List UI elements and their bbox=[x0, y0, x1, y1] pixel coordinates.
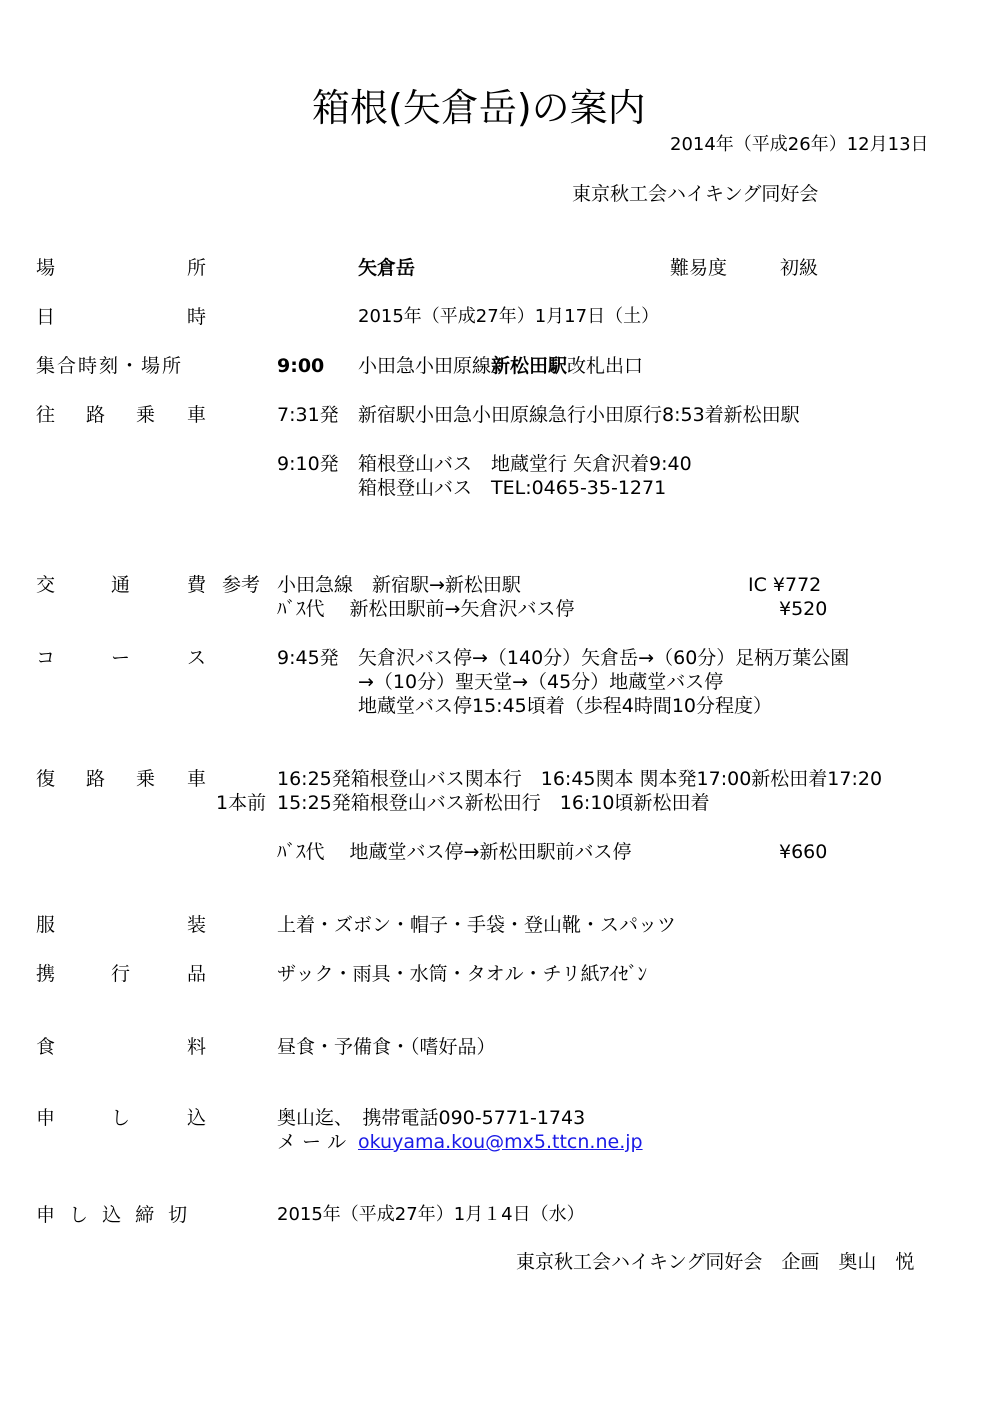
deadline-label: 申 し 込 締 切 bbox=[36, 1204, 192, 1226]
meeting-place-post: 改札出口 bbox=[567, 355, 644, 377]
difficulty-value: 初級 bbox=[780, 257, 819, 279]
return-bus-price: ¥660 bbox=[779, 841, 828, 863]
outbound-text-2: 箱根登山バス 地蔵堂行 矢倉沢着9:40 bbox=[358, 453, 692, 475]
apply-mail-label: メ ー ル bbox=[277, 1131, 347, 1153]
course-line-1: 矢倉沢バス停→（140分）矢倉岳→（60分）足柄万葉公園 bbox=[358, 647, 850, 669]
outbound-time-2: 9:10発 bbox=[277, 453, 339, 475]
items-label-2: 行 bbox=[111, 963, 131, 985]
fare-label-3: 費 bbox=[187, 574, 207, 596]
fare-text-1: 小田急線 新宿駅→新松田駅 bbox=[277, 574, 521, 596]
outbound-text-1: 新宿駅小田急小田原線急行小田原行8:53着新松田駅 bbox=[358, 404, 800, 426]
course-label-3: ス bbox=[187, 647, 207, 669]
food-value: 昼食・予備食・（嗜好品） bbox=[277, 1036, 496, 1058]
meeting-place bbox=[358, 354, 643, 378]
footer-signature: 東京秋工会ハイキング同好会 企画 奥山 悦 bbox=[516, 1251, 915, 1273]
return-label-4: 車 bbox=[187, 768, 207, 790]
fare-price-1: IC ¥772 bbox=[748, 574, 822, 596]
page-title: 箱根(矢倉岳)の案内 bbox=[312, 86, 646, 130]
return-prev-label: 1本前 bbox=[216, 792, 267, 814]
difficulty-label: 難易度 bbox=[670, 257, 728, 279]
items-label-1: 携 bbox=[36, 963, 56, 985]
place-value: 矢倉岳 bbox=[358, 257, 416, 279]
return-label-2: 路 bbox=[86, 768, 106, 790]
outbound-time-1: 7:31発 bbox=[277, 404, 339, 426]
datetime-value: 2015年（平成27年）1月17日（土） bbox=[358, 306, 660, 327]
return-label-1: 復 bbox=[36, 768, 56, 790]
outbound-label-2: 路 bbox=[86, 404, 106, 426]
outbound-label-1: 往 bbox=[36, 404, 56, 426]
meeting-place-pre: 小田急小田原線 bbox=[358, 355, 492, 377]
clothing-label-a: 服 bbox=[36, 914, 56, 936]
outbound-text-3: 箱根登山バス TEL:0465-35-1271 bbox=[358, 477, 667, 499]
fare-label-2: 通 bbox=[111, 574, 131, 596]
fare-text-2: ﾊﾞｽ代 新松田駅前→矢倉沢バス停 bbox=[277, 598, 575, 620]
place-label-a: 場 bbox=[36, 257, 56, 279]
return-bus-text: ﾊﾞｽ代 地蔵堂バス停→新松田駅前バス停 bbox=[277, 841, 632, 863]
items-label-3: 品 bbox=[187, 963, 207, 985]
email-link[interactable]: okuyama.kou@mx5.ttcn.ne.jp bbox=[358, 1131, 643, 1153]
apply-phone: 奥山迄、 携帯電話090-5771-1743 bbox=[277, 1107, 586, 1129]
apply-label-1: 申 bbox=[36, 1107, 56, 1129]
place-label-b: 所 bbox=[187, 257, 207, 279]
course-label-1: コ bbox=[36, 647, 56, 669]
datetime-label-b: 時 bbox=[187, 306, 207, 328]
fare-ref-label: 参考 bbox=[222, 574, 261, 596]
fare-price-2: ¥520 bbox=[779, 598, 828, 620]
clothing-label-b: 装 bbox=[187, 914, 207, 936]
items-value: ザック・雨具・水筒・タオル・チリ紙ｱｲｾﾞﾝ bbox=[277, 963, 648, 985]
outbound-label-4: 車 bbox=[187, 404, 207, 426]
food-label-b: 料 bbox=[187, 1036, 207, 1058]
return-label-3: 乗 bbox=[136, 768, 156, 790]
document-date: 2014年（平成26年）12月13日 bbox=[670, 134, 929, 155]
food-label-a: 食 bbox=[36, 1036, 56, 1058]
deadline-value: 2015年（平成27年）1月１4日（水） bbox=[277, 1204, 585, 1225]
apply-label-3: 込 bbox=[187, 1107, 207, 1129]
course-line-3: 地蔵堂バス停15:45頃着（歩程4時間10分程度） bbox=[358, 695, 773, 717]
outbound-label-3: 乗 bbox=[136, 404, 156, 426]
organizer-name: 東京秋工会ハイキング同好会 bbox=[572, 183, 819, 205]
apply-label-2: し bbox=[111, 1107, 131, 1129]
course-label-2: ー bbox=[111, 647, 131, 669]
clothing-value: 上着・ズボン・帽子・手袋・登山靴・スパッツ bbox=[277, 914, 677, 936]
meeting-time: 9:00 bbox=[277, 355, 325, 377]
datetime-label-a: 日 bbox=[36, 306, 56, 328]
return-line-2: 15:25発箱根登山バス新松田行 16:10頃新松田着 bbox=[277, 792, 710, 814]
return-line-1: 16:25発箱根登山バス関本行 16:45関本 関本発17:00新松田着17:20 bbox=[277, 768, 883, 790]
meeting-label: 集合時刻・場所 bbox=[36, 355, 184, 377]
meeting-station: 新松田駅 bbox=[491, 355, 568, 377]
fare-label-1: 交 bbox=[36, 574, 56, 596]
course-line-2: →（10分）聖天堂→（45分）地蔵堂バス停 bbox=[358, 671, 724, 693]
course-time: 9:45発 bbox=[277, 647, 339, 669]
